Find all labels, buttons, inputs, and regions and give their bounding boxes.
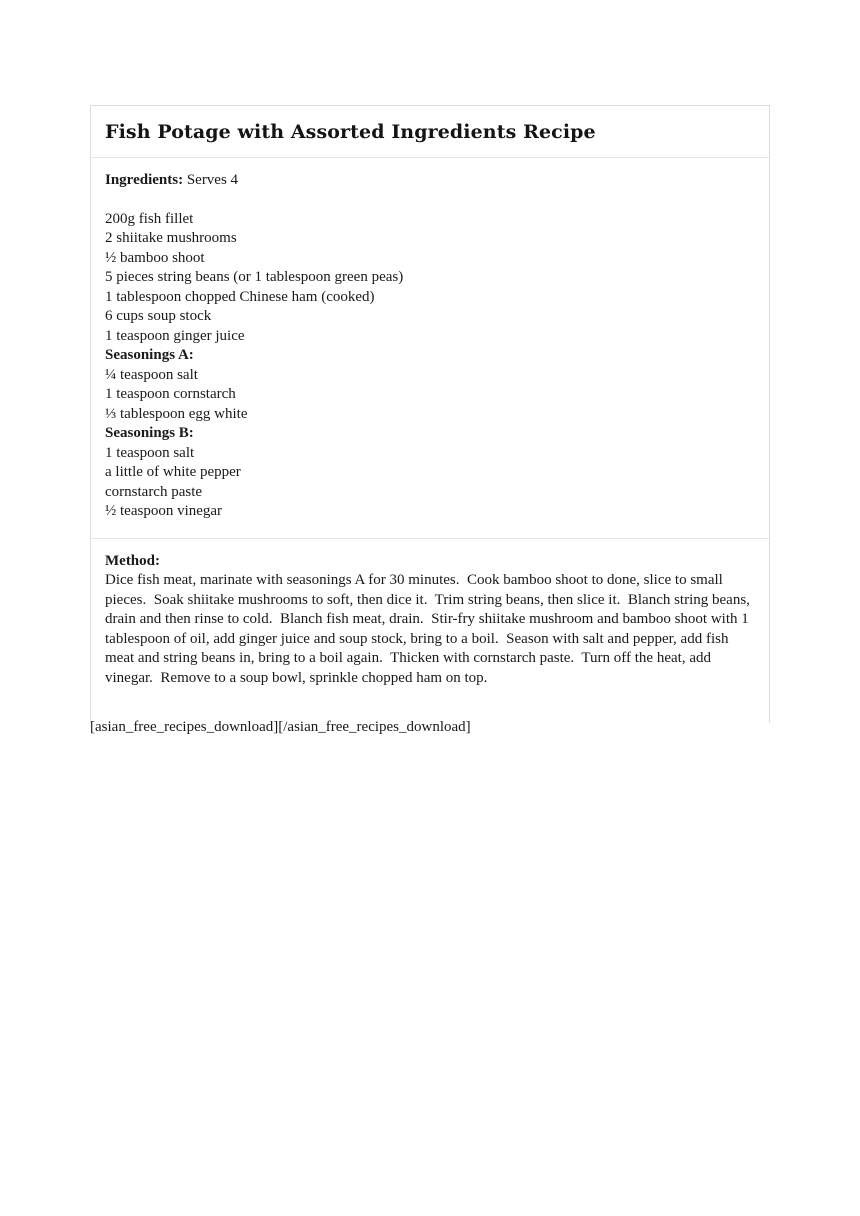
ingredient-item: ½ bamboo shoot — [105, 249, 205, 266]
ingredient-item: 200g fish fillet — [105, 210, 194, 227]
recipe-card-header — [91, 106, 769, 158]
ingredient-item: ¼ teaspoon salt — [105, 366, 198, 383]
ingredient-item: ⅓ tablespoon egg white — [105, 405, 248, 422]
page-title: Fish Potage with Assorted Ingredients Recipe — [105, 121, 596, 143]
method-label: Method: — [105, 552, 160, 569]
ingredient-item: 1 teaspoon ginger juice — [105, 327, 245, 344]
ingredient-item: a little of white pepper — [105, 464, 241, 480]
recipe-card — [90, 105, 770, 723]
ingredient-item: ½ teaspoon vinegar — [105, 503, 223, 519]
ingredient-item: 1 tablespoon chopped Chinese ham (cooked) — [105, 288, 375, 305]
ingredient-item: 1 teaspoon cornstarch — [105, 386, 236, 402]
serves-line — [105, 171, 755, 191]
ingredient-item: 5 pieces string beans (or 1 tablespoon green peas) — [105, 269, 404, 285]
method-section — [91, 539, 769, 723]
ingredient-item: 6 cups soup stock — [105, 308, 212, 324]
seasonings-b-heading: Seasonings B: — [105, 425, 194, 441]
ingredient-item: 2 shiitake mushrooms — [105, 230, 237, 246]
serves-value: Serves 4 — [183, 172, 239, 188]
ingredients-section — [91, 158, 769, 539]
ingredient-item: cornstarch paste — [105, 483, 203, 500]
method-body: Dice fish meat, marinate with seasonings A for 30 minutes. Cook bamboo shoot to done, slice to small pieces. Soak shiitake mushrooms to soft, then dice it. Trim string beans, then slice it. Blanch string beans, drain and then rinse to cold. Blanch fish meat, drain. Stir-fry shiitake mushroom and bamboo shoot with 1 tablespoon of oil, add ginger juice and soup stock, bring to a boil. Season with salt and pepper, add fish meat and string beans in, bring to a boil again. Thicken with cornstarch paste. Turn off the heat, add vinegar. Remove to a soup bowl, sprinkle chopped ham on top. — [105, 572, 754, 686]
seasonings-a-heading: Seasonings A: — [105, 347, 194, 363]
download-shortcode-text: [asian_free_recipes_download][/asian_free_recipes_download] — [90, 719, 471, 735]
ingredients-label: Ingredients: — [105, 172, 184, 188]
ingredient-item: 1 teaspoon salt — [105, 444, 195, 461]
ingredients-list — [105, 210, 755, 522]
